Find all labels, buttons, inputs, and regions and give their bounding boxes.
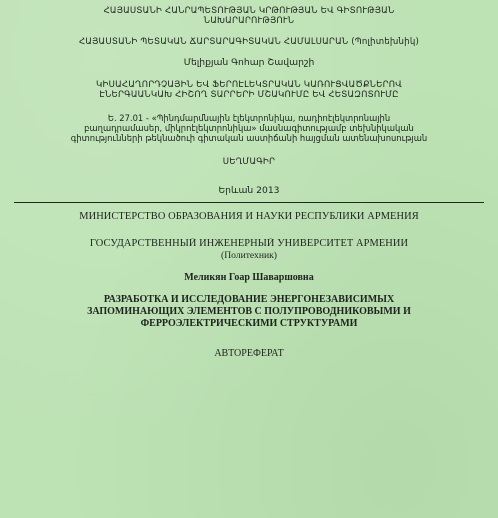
russian-university: ГОСУДАРСТВЕННЫЙ ИНЖЕНЕРНЫЙ УНИВЕРСИТЕТ АРМЕНИИ (89, 237, 409, 249)
russian-ministry: МИНИСТЕРСТВО ОБРАЗОВАНИЯ И НАУКИ РЕСПУБЛИКИ АРМЕНИЯ (79, 211, 419, 223)
russian-title-line-2: ЗАПОМИНАЮЩИХ ЭЛЕМЕНТОВ С ПОЛУПРОВОДНИКОВЫМИ И (87, 305, 411, 317)
section-divider (14, 202, 484, 203)
armenian-specialty-line-1: Ե. 27.01 - «Պինդմարմնային էլեկտրոնիկա, ռադիոէլեկտրոնային (107, 112, 391, 123)
armenian-specialty-line-3: գիտությունների թեկնածուի գիտական աստիճանի հայցման ատենախոսության (70, 132, 428, 143)
armenian-title-line-2: ԷՆԵՐԳԱԱՆԿԱԽ ՀԻՇՈՂ ՏԱՐՐԵՐԻ ՄՇԱԿՈՒՄԸ ԵՎ ՀԵՏԱԶՈՏՈՒՄԸ (99, 90, 399, 101)
armenian-abstract-label: ՍԵՂՄԱԳԻՐ (222, 156, 276, 167)
armenian-city-year: Երևան 2013 (218, 185, 280, 197)
armenian-ministry-line-2: ՆԱԽԱՐԱՐՈՒԹՅՈՒՆ (203, 16, 295, 27)
armenian-title-line-1: ԿԻՍԱՀԱՂՈՐԴՉԱՅԻՆ ԵՎ ՖԵՐՈԷԼԵԿՏՐԱԿԱՆ ԿԱՌՈՒՑՎԱԾՔՆԵՐՈՎ (96, 79, 402, 90)
russian-title-line-1: РАЗРАБОТКА И ИССЛЕДОВАНИЕ ЭНЕРГОНЕЗАВИСИМЫХ (103, 293, 395, 305)
armenian-author: Մելիքյան Գոհար Շավարշի (183, 56, 315, 68)
russian-university-note: (Политехник) (221, 250, 277, 262)
russian-title-line-3: ФЕРРОЭЛЕКТРИЧЕСКИМИ СТРУКТУРАМИ (140, 317, 358, 329)
armenian-specialty-line-2: բաղադրամասեր, միկրոէլեկտրոնիկա» մասնագիտությամբ տեխնիկական (84, 122, 414, 133)
armenian-university: ՀԱՅԱՍՏԱՆԻ ՊԵՏԱԿԱՆ ՃԱՐՏԱՐԱԳԻՏԱԿԱՆ ՀԱՄԱԼՍԱՐԱՆ (Պոլիտեխնիկ) (78, 36, 420, 47)
russian-abstract-label: АВТОРЕФЕРАТ (214, 347, 284, 359)
russian-author: Меликян Гоар Шаваршовна (184, 271, 314, 283)
armenian-ministry-line-1: ՀԱՅԱՍՏԱՆԻ ՀԱՆՐԱՊԵՏՈՒԹՅԱՆ ԿՐԹՈՒԹՅԱՆ ԵՎ ԳԻՏՈՒԹՅԱՆ (103, 6, 395, 16)
